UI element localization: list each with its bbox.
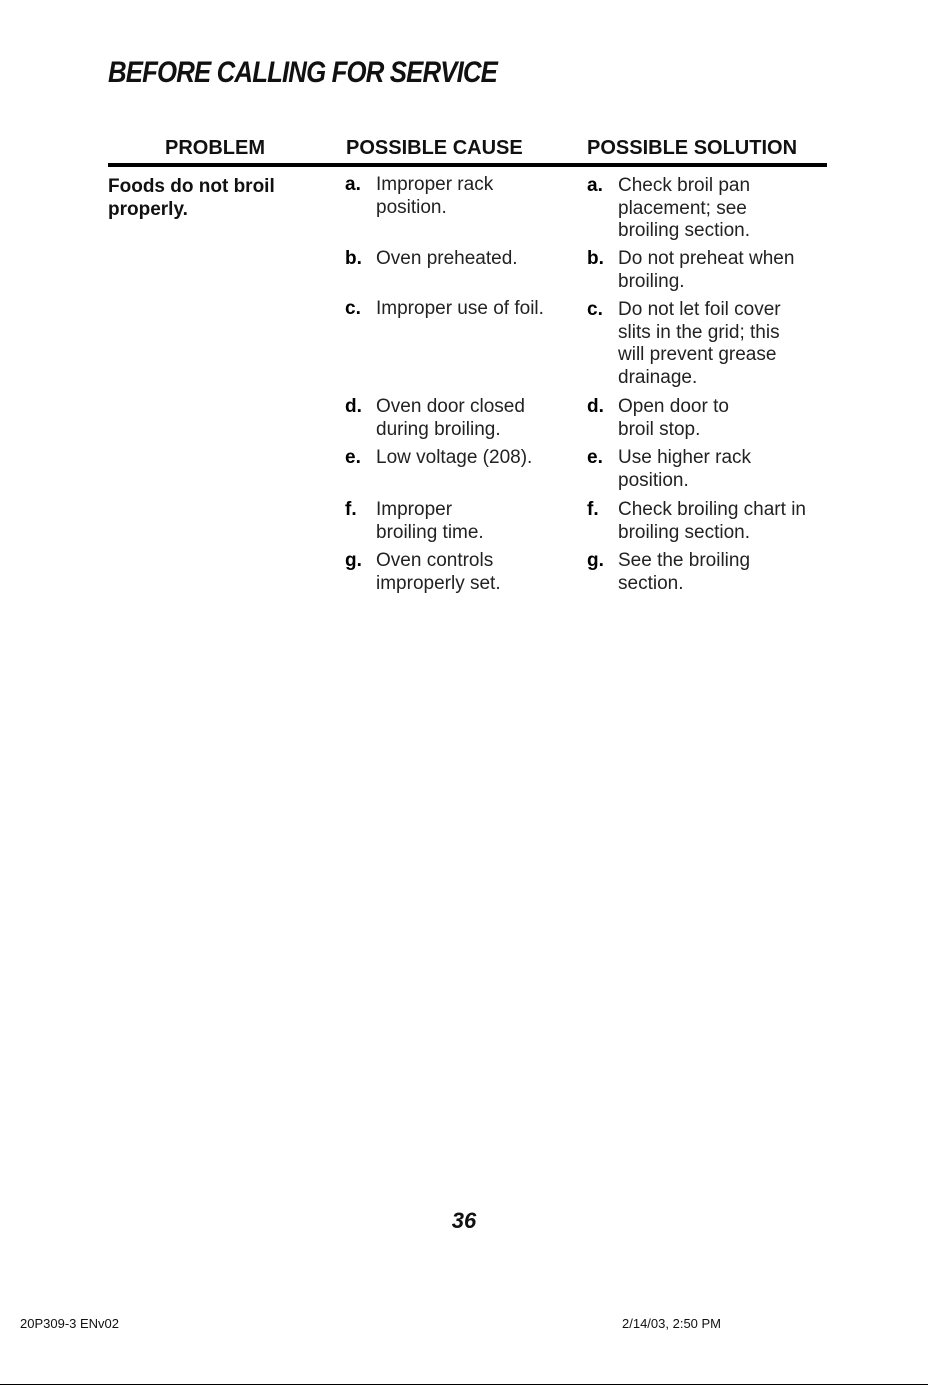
problem-line-2: properly. xyxy=(108,199,188,220)
cause-letter: b. xyxy=(345,248,362,269)
cause-text: Low voltage (208). xyxy=(376,447,533,468)
header-possible-cause: POSSIBLE CAUSE xyxy=(346,137,523,159)
cause-text: Oven preheated. xyxy=(376,248,518,269)
solution-letter: d. xyxy=(587,396,604,417)
solution-letter: c. xyxy=(587,299,603,320)
cause-letter: g. xyxy=(345,550,362,571)
header-divider xyxy=(108,163,827,167)
solution-text: Check broil pan placement; see broiling section. xyxy=(618,175,751,241)
solution-letter: b. xyxy=(587,248,604,269)
footer-timestamp: 2/14/03, 2:50 PM xyxy=(622,1316,722,1331)
cause-text: Oven controls improperly set. xyxy=(376,550,501,594)
solution-letter: f. xyxy=(587,499,599,520)
page-title: BEFORE CALLING FOR SERVICE xyxy=(108,56,498,89)
solution-text: Do not preheat when broiling. xyxy=(618,248,795,292)
solution-letter: a. xyxy=(587,175,603,196)
bottom-border xyxy=(0,1384,928,1385)
solution-text: Use higher rack position. xyxy=(618,447,752,491)
solution-letter: g. xyxy=(587,550,604,571)
cause-letter: a. xyxy=(345,174,361,195)
footer-doc-code: 20P309-3 ENv02 xyxy=(20,1316,120,1331)
header-possible-solution: POSSIBLE SOLUTION xyxy=(587,137,798,159)
solution-text: See the broiling section. xyxy=(618,550,751,594)
problem-text xyxy=(108,175,308,221)
header-problem: PROBLEM xyxy=(165,137,265,159)
solution-text: Open door to broil stop. xyxy=(618,396,729,440)
solution-text: Do not let foil cover slits in the grid; this will prevent grease drainage. xyxy=(618,299,781,388)
cause-text: Oven door closed during broiling. xyxy=(376,396,525,440)
cause-letter: c. xyxy=(345,298,361,319)
problem-line-1: Foods do not broil xyxy=(108,176,275,197)
cause-letter: f. xyxy=(345,499,357,520)
solution-letter: e. xyxy=(587,447,603,468)
solution-text: Check broiling chart in broiling section. xyxy=(618,499,806,543)
cause-text: Improper use of foil. xyxy=(376,298,544,319)
page-number: 36 xyxy=(451,1208,477,1233)
cause-text: Improper broiling time. xyxy=(376,499,484,543)
cause-text: Improper rack position. xyxy=(376,174,494,218)
cause-letter: e. xyxy=(345,447,361,468)
cause-letter: d. xyxy=(345,396,362,417)
